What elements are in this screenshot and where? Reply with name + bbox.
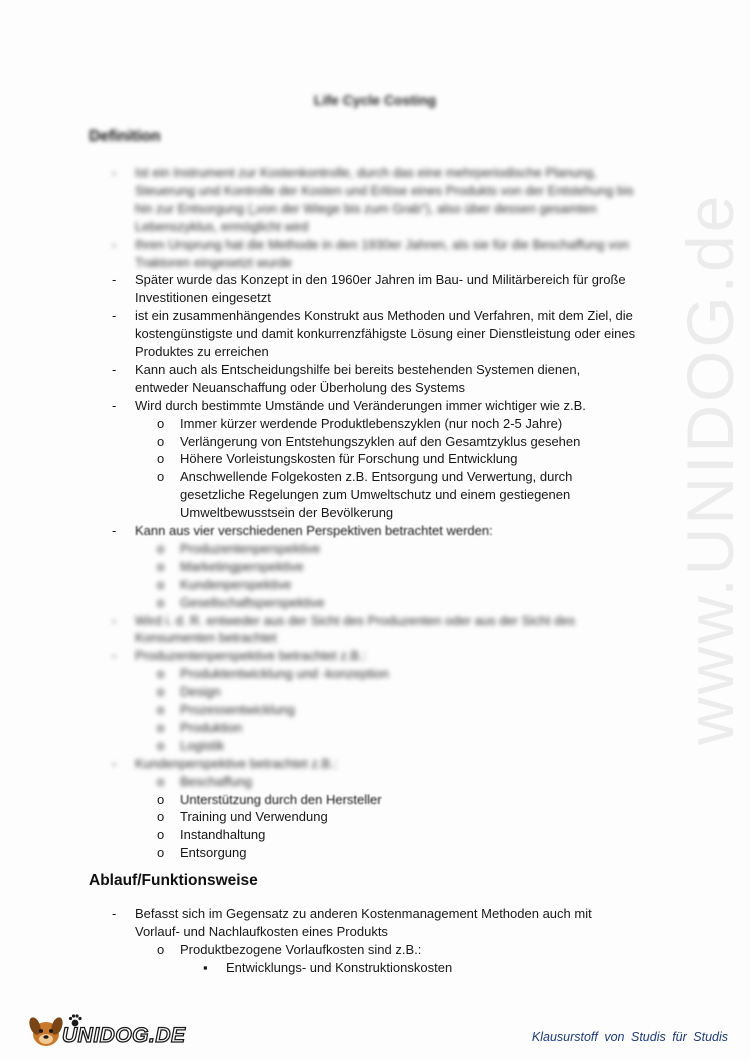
logo-text: UNIDOG.DE	[62, 1024, 186, 1047]
list-marker: o	[157, 845, 165, 861]
list-marker: o	[157, 540, 165, 556]
list-item: Befasst sich im Gegensatz zu anderen Kostenmanagement Methoden auch mit	[135, 906, 592, 921]
list-item: Anschwellende Folgekosten z.B. Entsorgung und Verwertung, durch	[180, 469, 573, 485]
list-marker: -	[112, 361, 117, 377]
list-item: Kundenperspektive betrachtet z.B.:	[135, 755, 338, 771]
list-marker: o	[157, 737, 165, 753]
list-item: entweder Neuanschaffung oder Überholung des Systems	[135, 379, 466, 395]
list-item: Ist ein Instrument zur Kostenkontrolle, durch das eine mehrperiodische Planung,	[135, 165, 597, 180]
list-item: Logistik	[180, 737, 225, 753]
list-marker: -	[112, 523, 117, 538]
list-marker: o	[157, 666, 165, 682]
list-item: Immer kürzer werdende Produktlebenszyklen (nur noch 2-5 Jahre)	[180, 415, 563, 431]
list-marker: o	[157, 702, 165, 717]
list-marker: o	[157, 827, 165, 843]
list-item: Konsumenten betrachtet	[135, 630, 277, 646]
list-item: Produzentenperspektive	[180, 540, 321, 556]
list-item: Lebenszyklus, ermöglicht wird	[135, 218, 309, 234]
list-item: Kann auch als Entscheidungshilfe bei bereits bestehenden Systemen dienen,	[135, 361, 581, 377]
list-item: Vorlauf- und Nachlaufkosten eines Produkts	[135, 923, 388, 939]
list-marker: -	[112, 272, 117, 288]
list-item: Prozessentwicklung	[180, 702, 295, 717]
list-item: Beschaffung	[180, 773, 253, 789]
list-item: Verlängerung von Entstehungszyklen auf den Gesamtzyklus gesehen	[180, 433, 581, 449]
list-marker: -	[112, 612, 117, 628]
section-heading-definition: Definition	[89, 128, 161, 145]
watermark: www.UNIDOG.de	[673, 192, 747, 745]
list-item: Produktes zu erreichen	[135, 344, 269, 359]
list-marker: o	[157, 433, 165, 449]
list-item: Instandhaltung	[180, 827, 266, 843]
list-item: Investitionen eingesetzt	[135, 290, 271, 306]
list-marker: -	[112, 165, 117, 180]
list-marker: -	[112, 308, 117, 324]
footer-logo	[26, 1010, 196, 1050]
list-marker: o	[157, 809, 165, 825]
list-item: hin zur Entsorgung („von der Wiege bis zum Grab“), also über dessen gesamten	[135, 200, 597, 216]
list-item: Steuerung und Kontrolle der Kosten und Erlöse eines Produkts von der Entstehung bis	[135, 182, 634, 198]
list-item: Entsorgung	[180, 845, 247, 861]
list-marker: -	[112, 236, 117, 252]
section-heading-ablauf: Ablauf/Funktionsweise	[89, 872, 258, 889]
list-item: Wird i. d. R. entweder aus der Sicht des Produzenten oder aus der Sicht des	[135, 612, 576, 628]
dog-logo-icon	[26, 1010, 66, 1050]
list-marker: -	[112, 648, 117, 664]
list-marker: o	[157, 684, 165, 700]
list-marker: o	[157, 415, 165, 431]
list-item: Design	[180, 684, 221, 700]
list-item: Umweltbewusstsein der Bevölkerung	[180, 505, 394, 521]
list-item: Höhere Vorleistungskosten für Forschung und Entwicklung	[180, 451, 518, 467]
list-marker: o	[157, 719, 165, 735]
list-item: Produktbezogene Vorlaufkosten sind z.B.:	[180, 941, 422, 957]
list-marker: o	[157, 791, 165, 807]
list-item: kostengünstigste und damit konkurrenzfähigste Lösung einer Dienstleistung oder eines	[135, 326, 636, 342]
list-item: Traktoren eingesetzt wurde	[135, 254, 293, 270]
list-item: Gesellschaftsperspektive	[180, 594, 325, 610]
list-marker: o	[157, 469, 165, 485]
list-marker: o	[157, 594, 165, 610]
list-marker: o	[157, 451, 165, 467]
list-marker: -	[112, 906, 117, 921]
list-marker: -	[112, 397, 117, 413]
document-title: Life Cycle Costing	[313, 92, 437, 108]
list-item: ist ein zusammenhängendes Konstrukt aus Methoden und Verfahren, mit dem Ziel, die	[135, 308, 633, 324]
list-marker: o	[157, 773, 165, 789]
list-item: Produktentwicklung und -konzeption	[180, 666, 389, 682]
list-item: gesetzliche Regelungen zum Umweltschutz und einem gestiegenen	[180, 487, 571, 503]
list-item: Kundenperspektive	[180, 576, 292, 592]
list-item: Unterstützung durch den Hersteller	[180, 791, 382, 807]
list-item: Produzentenperspektive betrachtet z.B.:	[135, 648, 367, 664]
list-item: Entwicklungs- und Konstruktionskosten	[226, 959, 453, 975]
list-marker: o	[157, 558, 165, 574]
list-marker: -	[112, 755, 117, 771]
list-item: Marketingperspektive	[180, 558, 304, 574]
list-marker: o	[157, 941, 165, 957]
list-marker: ▪	[203, 959, 208, 975]
list-item: Training und Verwendung	[180, 809, 328, 825]
list-item: Später wurde das Konzept in den 1960er Jahren im Bau- und Militärbereich für große	[135, 272, 626, 288]
list-item: Kann aus vier verschiedenen Perspektiven betrachtet werden:	[135, 523, 493, 538]
list-item: Wird durch bestimmte Umstände und Veränderungen immer wichtiger wie z.B.	[135, 397, 586, 413]
list-item: Ihren Ursprung hat die Methode in den 1930er Jahren, als sie für die Beschaffung von	[135, 236, 630, 252]
list-marker: o	[157, 576, 165, 592]
footer-tagline: Klausurstoff von Studis für Studis	[531, 1030, 728, 1044]
list-item: Produktion	[180, 719, 243, 735]
